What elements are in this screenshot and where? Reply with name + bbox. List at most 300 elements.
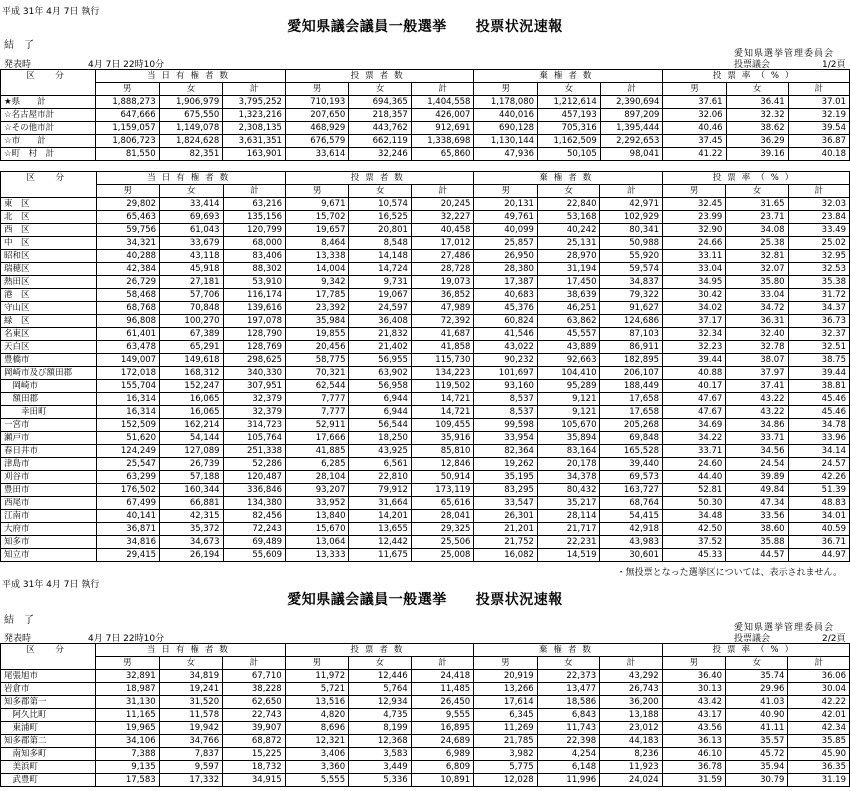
cell-value: 12,321 bbox=[285, 735, 348, 748]
cell-value: 17,658 bbox=[600, 406, 663, 419]
cell-value: 22,810 bbox=[349, 471, 411, 484]
cell-value: 336,846 bbox=[223, 484, 286, 497]
row-label: 額田郡 bbox=[1, 393, 97, 406]
cell-value: 32.95 bbox=[788, 250, 849, 263]
row-label: 西尾市 bbox=[1, 497, 97, 510]
cell-value: 25,506 bbox=[411, 536, 474, 549]
cell-value: 17,332 bbox=[159, 774, 222, 787]
cell-value: 6,561 bbox=[349, 458, 411, 471]
cell-value: 18,732 bbox=[223, 761, 286, 774]
cell-value: 13,338 bbox=[286, 250, 349, 263]
cell-value: 11,923 bbox=[600, 761, 663, 774]
header-voters: 当日有権者数 bbox=[96, 644, 285, 657]
cell-value: 34.86 bbox=[726, 419, 788, 432]
cell-value: 56,955 bbox=[349, 354, 411, 367]
cell-value: 41.22 bbox=[663, 148, 726, 161]
cell-value: 37.61 bbox=[663, 96, 726, 109]
cell-value: 72,243 bbox=[223, 523, 286, 536]
cell-value: 17,785 bbox=[286, 289, 349, 302]
cell-value: 31.19 bbox=[788, 774, 850, 787]
cell-value: 86,911 bbox=[600, 341, 663, 354]
table-row bbox=[1, 198, 850, 211]
subheader-row bbox=[1, 185, 850, 198]
header-row bbox=[1, 172, 850, 185]
row-label: ☆市 計 bbox=[1, 135, 96, 148]
row-label: 南知多町 bbox=[1, 748, 96, 761]
cell-value: 83,164 bbox=[537, 445, 600, 458]
cell-value: 40,099 bbox=[474, 224, 538, 237]
cell-value: 37.52 bbox=[663, 536, 726, 549]
cell-value: 135,156 bbox=[223, 211, 286, 224]
cell-value: 42,971 bbox=[600, 198, 663, 211]
cell-value: 65,616 bbox=[411, 497, 474, 510]
cell-value: 40.90 bbox=[726, 709, 788, 722]
cell-value: 457,193 bbox=[538, 109, 601, 122]
row-label: ★県 計 bbox=[1, 96, 96, 109]
cell-value: 3,982 bbox=[474, 748, 537, 761]
row-label: 熱田区 bbox=[1, 276, 97, 289]
cell-value: 28,104 bbox=[286, 471, 349, 484]
cell-value: 33.49 bbox=[788, 224, 849, 237]
cell-value: 88,302 bbox=[223, 263, 286, 276]
cell-value: 12,846 bbox=[411, 458, 474, 471]
cell-value: 440,016 bbox=[474, 109, 538, 122]
cell-value: 4,820 bbox=[285, 709, 348, 722]
cell-value: 25.02 bbox=[788, 237, 849, 250]
cell-value: 39.44 bbox=[788, 367, 849, 380]
cell-value: 83,295 bbox=[474, 484, 538, 497]
header-female: 女 bbox=[538, 83, 601, 96]
cell-value: 34.56 bbox=[726, 445, 788, 458]
cell-value: 9,121 bbox=[537, 393, 600, 406]
cell-value: 45.72 bbox=[726, 748, 788, 761]
cell-value: 19,067 bbox=[349, 289, 411, 302]
cell-value: 15,670 bbox=[286, 523, 349, 536]
cell-value: 34.37 bbox=[788, 302, 849, 315]
cell-value: 34,915 bbox=[223, 774, 286, 787]
cell-value: 1,888,273 bbox=[95, 96, 159, 109]
cell-value: 11,972 bbox=[285, 670, 348, 683]
cell-value: 42.26 bbox=[788, 471, 849, 484]
cell-value: 79,912 bbox=[349, 484, 411, 497]
cell-value: 81,550 bbox=[95, 148, 159, 161]
row-label: 昭和区 bbox=[1, 250, 97, 263]
cell-value: 51.39 bbox=[788, 484, 849, 497]
cell-value: 21,752 bbox=[474, 536, 538, 549]
cell-value: 36.40 bbox=[662, 670, 725, 683]
cell-value: 99,598 bbox=[474, 419, 538, 432]
cell-value: 5,721 bbox=[285, 683, 348, 696]
cell-value: 31.59 bbox=[662, 774, 725, 787]
cell-value: 21,832 bbox=[349, 328, 411, 341]
cell-value: 35,195 bbox=[474, 471, 538, 484]
row-label: 知多郡第二 bbox=[1, 735, 96, 748]
cell-value: 5,764 bbox=[349, 683, 412, 696]
cell-value: 34.48 bbox=[663, 510, 726, 523]
cell-value: 31.65 bbox=[726, 198, 788, 211]
cell-value: 59,574 bbox=[600, 263, 663, 276]
cell-value: 34.14 bbox=[788, 445, 849, 458]
header-total: 計 bbox=[600, 657, 663, 670]
cell-value: 72,392 bbox=[411, 315, 474, 328]
cell-value: 33.04 bbox=[726, 289, 788, 302]
table-row bbox=[1, 536, 850, 549]
cell-value: 128,790 bbox=[223, 328, 286, 341]
cell-value: 13,655 bbox=[349, 523, 411, 536]
cell-value: 38.60 bbox=[726, 523, 788, 536]
cell-value: 694,365 bbox=[349, 96, 411, 109]
meta-row-1 bbox=[0, 57, 850, 69]
cell-value: 8,199 bbox=[349, 722, 412, 735]
date-line-2: 平成 31年 4月 7日 執行 bbox=[2, 580, 100, 590]
page-title-2: 愛知県議会議員一般選挙 投票状況速報 bbox=[287, 592, 563, 608]
cell-value: 26,950 bbox=[474, 250, 538, 263]
cell-value: 21,717 bbox=[537, 523, 600, 536]
header-rate: 投票率（%） bbox=[663, 70, 850, 83]
cell-value: 21,402 bbox=[349, 341, 411, 354]
row-label: 東浦町 bbox=[1, 722, 96, 735]
cell-value: 87,103 bbox=[600, 328, 663, 341]
cell-value: 38.81 bbox=[788, 380, 849, 393]
row-label: ☆名古屋市計 bbox=[1, 109, 96, 122]
cell-value: 128,769 bbox=[223, 341, 286, 354]
cell-value: 35,984 bbox=[286, 315, 349, 328]
cell-value: 6,345 bbox=[474, 709, 537, 722]
cell-value: 14,004 bbox=[286, 263, 349, 276]
cell-value: 124,249 bbox=[96, 445, 160, 458]
cell-value: 426,007 bbox=[411, 109, 474, 122]
cell-value: 197,078 bbox=[223, 315, 286, 328]
cell-value: 45.90 bbox=[788, 748, 850, 761]
cell-value: 14,519 bbox=[537, 549, 600, 562]
footnote: ・無投票となった選挙区については、表示されません。 bbox=[616, 568, 842, 578]
row-label: 知多市 bbox=[1, 536, 97, 549]
cell-value: 98,041 bbox=[600, 148, 663, 161]
summary-table bbox=[0, 69, 850, 161]
cell-value: 647,666 bbox=[95, 109, 159, 122]
cell-value: 32,379 bbox=[223, 406, 286, 419]
header-area-blank bbox=[1, 657, 96, 670]
cell-value: 4,254 bbox=[537, 748, 600, 761]
header-female: 女 bbox=[726, 185, 788, 198]
table-row bbox=[1, 549, 850, 562]
cell-value: 59,756 bbox=[96, 224, 160, 237]
cell-value: 18,250 bbox=[349, 432, 411, 445]
cell-value: 30.42 bbox=[663, 289, 726, 302]
cell-value: 340,330 bbox=[223, 367, 286, 380]
table-row bbox=[1, 735, 850, 748]
header-ballots: 投票者数 bbox=[285, 644, 474, 657]
cell-value: 39.54 bbox=[788, 122, 849, 135]
cell-value: 109,455 bbox=[411, 419, 474, 432]
header-female: 女 bbox=[349, 185, 411, 198]
cell-value: 38.07 bbox=[726, 354, 788, 367]
cell-value: 9,342 bbox=[286, 276, 349, 289]
header-total: 計 bbox=[788, 83, 849, 96]
cell-value: 8,236 bbox=[600, 748, 663, 761]
cell-value: 1,906,979 bbox=[159, 96, 223, 109]
row-label: 春日井市 bbox=[1, 445, 97, 458]
table-row bbox=[1, 328, 850, 341]
header-female: 女 bbox=[537, 185, 600, 198]
cell-value: 5,336 bbox=[349, 774, 412, 787]
cell-value: 63,862 bbox=[537, 315, 600, 328]
cell-value: 40,458 bbox=[411, 224, 474, 237]
row-label: 豊橋市 bbox=[1, 354, 97, 367]
cell-value: 36.73 bbox=[788, 315, 849, 328]
cell-value: 19,073 bbox=[411, 276, 474, 289]
cell-value: 116,174 bbox=[223, 289, 286, 302]
cell-value: 41,546 bbox=[474, 328, 538, 341]
header-area-blank bbox=[1, 185, 97, 198]
cell-value: 20,131 bbox=[474, 198, 538, 211]
cell-value: 34.02 bbox=[663, 302, 726, 315]
cell-value: 65,860 bbox=[411, 148, 474, 161]
cell-value: 39.16 bbox=[726, 148, 788, 161]
cell-value: 30.04 bbox=[788, 683, 850, 696]
cell-value: 33.96 bbox=[788, 432, 849, 445]
cell-value: 49,761 bbox=[474, 211, 538, 224]
cell-value: 32.23 bbox=[663, 341, 726, 354]
cell-value: 33.71 bbox=[726, 432, 788, 445]
cell-value: 92,663 bbox=[537, 354, 600, 367]
header-male: 男 bbox=[96, 657, 159, 670]
table-row bbox=[1, 696, 850, 709]
cell-value: 50.30 bbox=[663, 497, 726, 510]
cell-value: 32.81 bbox=[726, 250, 788, 263]
header-total: 計 bbox=[788, 185, 849, 198]
cell-value: 16,525 bbox=[349, 211, 411, 224]
table-row bbox=[1, 419, 850, 432]
table-row bbox=[1, 354, 850, 367]
cell-value: 710,193 bbox=[285, 96, 348, 109]
cell-value: 96,808 bbox=[96, 315, 160, 328]
cell-value: 3,583 bbox=[349, 748, 412, 761]
cell-value: 2,308,135 bbox=[223, 122, 286, 135]
cell-value: 16,065 bbox=[160, 406, 224, 419]
cell-value: 39.44 bbox=[663, 354, 726, 367]
cell-value: 61,401 bbox=[96, 328, 160, 341]
cell-value: 56,544 bbox=[349, 419, 411, 432]
cell-value: 38.75 bbox=[788, 354, 849, 367]
cell-value: 66,881 bbox=[160, 497, 224, 510]
cell-value: 67,499 bbox=[96, 497, 160, 510]
cell-value: 36.35 bbox=[788, 761, 850, 774]
subheader-row bbox=[1, 657, 850, 670]
cell-value: 19,262 bbox=[474, 458, 538, 471]
cell-value: 42.22 bbox=[788, 696, 850, 709]
page-number: 1/2頁 bbox=[822, 60, 846, 70]
row-label: 緑 区 bbox=[1, 315, 97, 328]
cell-value: 91,627 bbox=[600, 302, 663, 315]
table-row bbox=[1, 510, 850, 523]
header-female: 女 bbox=[726, 83, 788, 96]
cell-value: 5,775 bbox=[474, 761, 537, 774]
cell-value: 12,442 bbox=[349, 536, 411, 549]
cell-value: 188,449 bbox=[600, 380, 663, 393]
cell-value: 45.46 bbox=[788, 393, 849, 406]
cell-value: 11,743 bbox=[537, 722, 600, 735]
header-rate: 投票率（%） bbox=[662, 644, 849, 657]
cell-value: 68,000 bbox=[223, 237, 286, 250]
cell-value: 51,620 bbox=[96, 432, 160, 445]
cell-value: 34,673 bbox=[160, 536, 224, 549]
cell-value: 32.53 bbox=[788, 263, 849, 276]
cell-value: 45.46 bbox=[788, 406, 849, 419]
table-row bbox=[1, 224, 850, 237]
cell-value: 53,910 bbox=[223, 276, 286, 289]
cell-value: 12,934 bbox=[349, 696, 412, 709]
cell-value: 22,373 bbox=[537, 670, 600, 683]
cell-value: 45,376 bbox=[474, 302, 538, 315]
cell-value: 23.71 bbox=[726, 211, 788, 224]
cell-value: 676,579 bbox=[285, 135, 348, 148]
header-female: 女 bbox=[349, 657, 412, 670]
cell-value: 1,824,628 bbox=[159, 135, 223, 148]
cell-value: 42,918 bbox=[600, 523, 663, 536]
cell-value: 11,578 bbox=[159, 709, 222, 722]
cell-value: 9,555 bbox=[411, 709, 474, 722]
cell-value: 40.46 bbox=[663, 122, 726, 135]
row-label: 守山区 bbox=[1, 302, 97, 315]
cell-value: 26,301 bbox=[474, 510, 538, 523]
cell-value: 68,872 bbox=[223, 735, 286, 748]
cell-value: 12,368 bbox=[349, 735, 412, 748]
cell-value: 34.01 bbox=[788, 510, 849, 523]
cell-value: 68,764 bbox=[600, 497, 663, 510]
cell-value: 26,729 bbox=[96, 276, 160, 289]
cell-value: 17,387 bbox=[474, 276, 538, 289]
table-row bbox=[1, 761, 850, 774]
cell-value: 42,384 bbox=[96, 263, 160, 276]
table-row bbox=[1, 458, 850, 471]
cell-value: 43,925 bbox=[349, 445, 411, 458]
cell-value: 1,178,080 bbox=[474, 96, 538, 109]
cell-value: 251,338 bbox=[223, 445, 286, 458]
cell-value: 9,597 bbox=[159, 761, 222, 774]
cell-value: 44.40 bbox=[663, 471, 726, 484]
cell-value: 37.97 bbox=[726, 367, 788, 380]
cell-value: 101,697 bbox=[474, 367, 538, 380]
cell-value: 35.94 bbox=[726, 761, 788, 774]
cell-value: 20,178 bbox=[537, 458, 600, 471]
cell-value: 24.60 bbox=[663, 458, 726, 471]
cell-value: 21,785 bbox=[474, 735, 537, 748]
cell-value: 134,380 bbox=[223, 497, 286, 510]
cell-value: 69,573 bbox=[600, 471, 663, 484]
cell-value: 8,464 bbox=[286, 237, 349, 250]
cell-value: 33,679 bbox=[160, 237, 224, 250]
header-total: 計 bbox=[223, 657, 286, 670]
cell-value: 6,944 bbox=[349, 406, 411, 419]
cell-value: 13,188 bbox=[600, 709, 663, 722]
cell-value: 36.41 bbox=[726, 96, 788, 109]
cell-value: 11,996 bbox=[537, 774, 600, 787]
cell-value: 25.38 bbox=[726, 237, 788, 250]
cell-value: 11,269 bbox=[474, 722, 537, 735]
cell-value: 32.90 bbox=[663, 224, 726, 237]
row-label: 阿久比町 bbox=[1, 709, 96, 722]
cell-value: 65,291 bbox=[160, 341, 224, 354]
cell-value: 100,270 bbox=[160, 315, 224, 328]
cell-value: 11,675 bbox=[349, 549, 411, 562]
cell-value: 39,907 bbox=[223, 722, 286, 735]
cell-value: 47.67 bbox=[663, 393, 726, 406]
cell-value: 32.19 bbox=[788, 109, 849, 122]
cell-value: 314,723 bbox=[223, 419, 286, 432]
header-male: 男 bbox=[474, 83, 538, 96]
cell-value: 43.56 bbox=[662, 722, 725, 735]
cell-value: 13,516 bbox=[285, 696, 348, 709]
cell-value: 79,322 bbox=[600, 289, 663, 302]
row-label: 東 区 bbox=[1, 198, 97, 211]
cell-value: 13,840 bbox=[286, 510, 349, 523]
cell-value: 4,735 bbox=[349, 709, 412, 722]
cell-value: 44,183 bbox=[600, 735, 663, 748]
cell-value: 68,768 bbox=[96, 302, 160, 315]
row-label: 港 区 bbox=[1, 289, 97, 302]
subheader-row bbox=[1, 83, 850, 96]
cell-value: 63,299 bbox=[96, 471, 160, 484]
header-abstain: 棄権者数 bbox=[474, 172, 663, 185]
table-row bbox=[1, 250, 850, 263]
cell-value: 37.41 bbox=[726, 380, 788, 393]
table-row bbox=[1, 96, 850, 109]
cell-value: 20,245 bbox=[411, 198, 474, 211]
cell-value: 93,160 bbox=[474, 380, 538, 393]
cell-value: 31,130 bbox=[96, 696, 159, 709]
cell-value: 14,724 bbox=[349, 263, 411, 276]
cell-value: 8,548 bbox=[349, 237, 411, 250]
cell-value: 56,958 bbox=[349, 380, 411, 393]
cell-value: 9,135 bbox=[96, 761, 159, 774]
cell-value: 40,141 bbox=[96, 510, 160, 523]
cell-value: 30.13 bbox=[662, 683, 725, 696]
header-female: 女 bbox=[159, 657, 222, 670]
cell-value: 36.31 bbox=[726, 315, 788, 328]
cell-value: 163,901 bbox=[223, 148, 286, 161]
cell-value: 32.78 bbox=[726, 341, 788, 354]
cell-value: 28,041 bbox=[411, 510, 474, 523]
cell-value: 7,777 bbox=[286, 393, 349, 406]
cell-value: 35,217 bbox=[537, 497, 600, 510]
cell-value: 165,528 bbox=[600, 445, 663, 458]
cell-value: 40,242 bbox=[537, 224, 600, 237]
table-row bbox=[1, 341, 850, 354]
cell-value: 34.08 bbox=[726, 224, 788, 237]
cell-value: 34,766 bbox=[159, 735, 222, 748]
cell-value: 47.34 bbox=[726, 497, 788, 510]
cell-value: 36.29 bbox=[726, 135, 788, 148]
row-label: 刈谷市 bbox=[1, 471, 97, 484]
header-row bbox=[1, 644, 850, 657]
cell-value: 40.88 bbox=[663, 367, 726, 380]
cell-value: 25,857 bbox=[474, 237, 538, 250]
cell-value: 34,106 bbox=[96, 735, 159, 748]
cell-value: 662,119 bbox=[349, 135, 411, 148]
cell-value: 34.69 bbox=[663, 419, 726, 432]
cell-value: 32,227 bbox=[411, 211, 474, 224]
table-row bbox=[1, 709, 850, 722]
cell-value: 29,415 bbox=[96, 549, 160, 562]
district-table-2 bbox=[0, 643, 850, 787]
cell-value: 45,918 bbox=[160, 263, 224, 276]
cell-value: 42.34 bbox=[788, 722, 850, 735]
cell-value: 10,891 bbox=[411, 774, 474, 787]
cell-value: 58,775 bbox=[286, 354, 349, 367]
cell-value: 16,895 bbox=[411, 722, 474, 735]
cell-value: 3,795,252 bbox=[223, 96, 286, 109]
